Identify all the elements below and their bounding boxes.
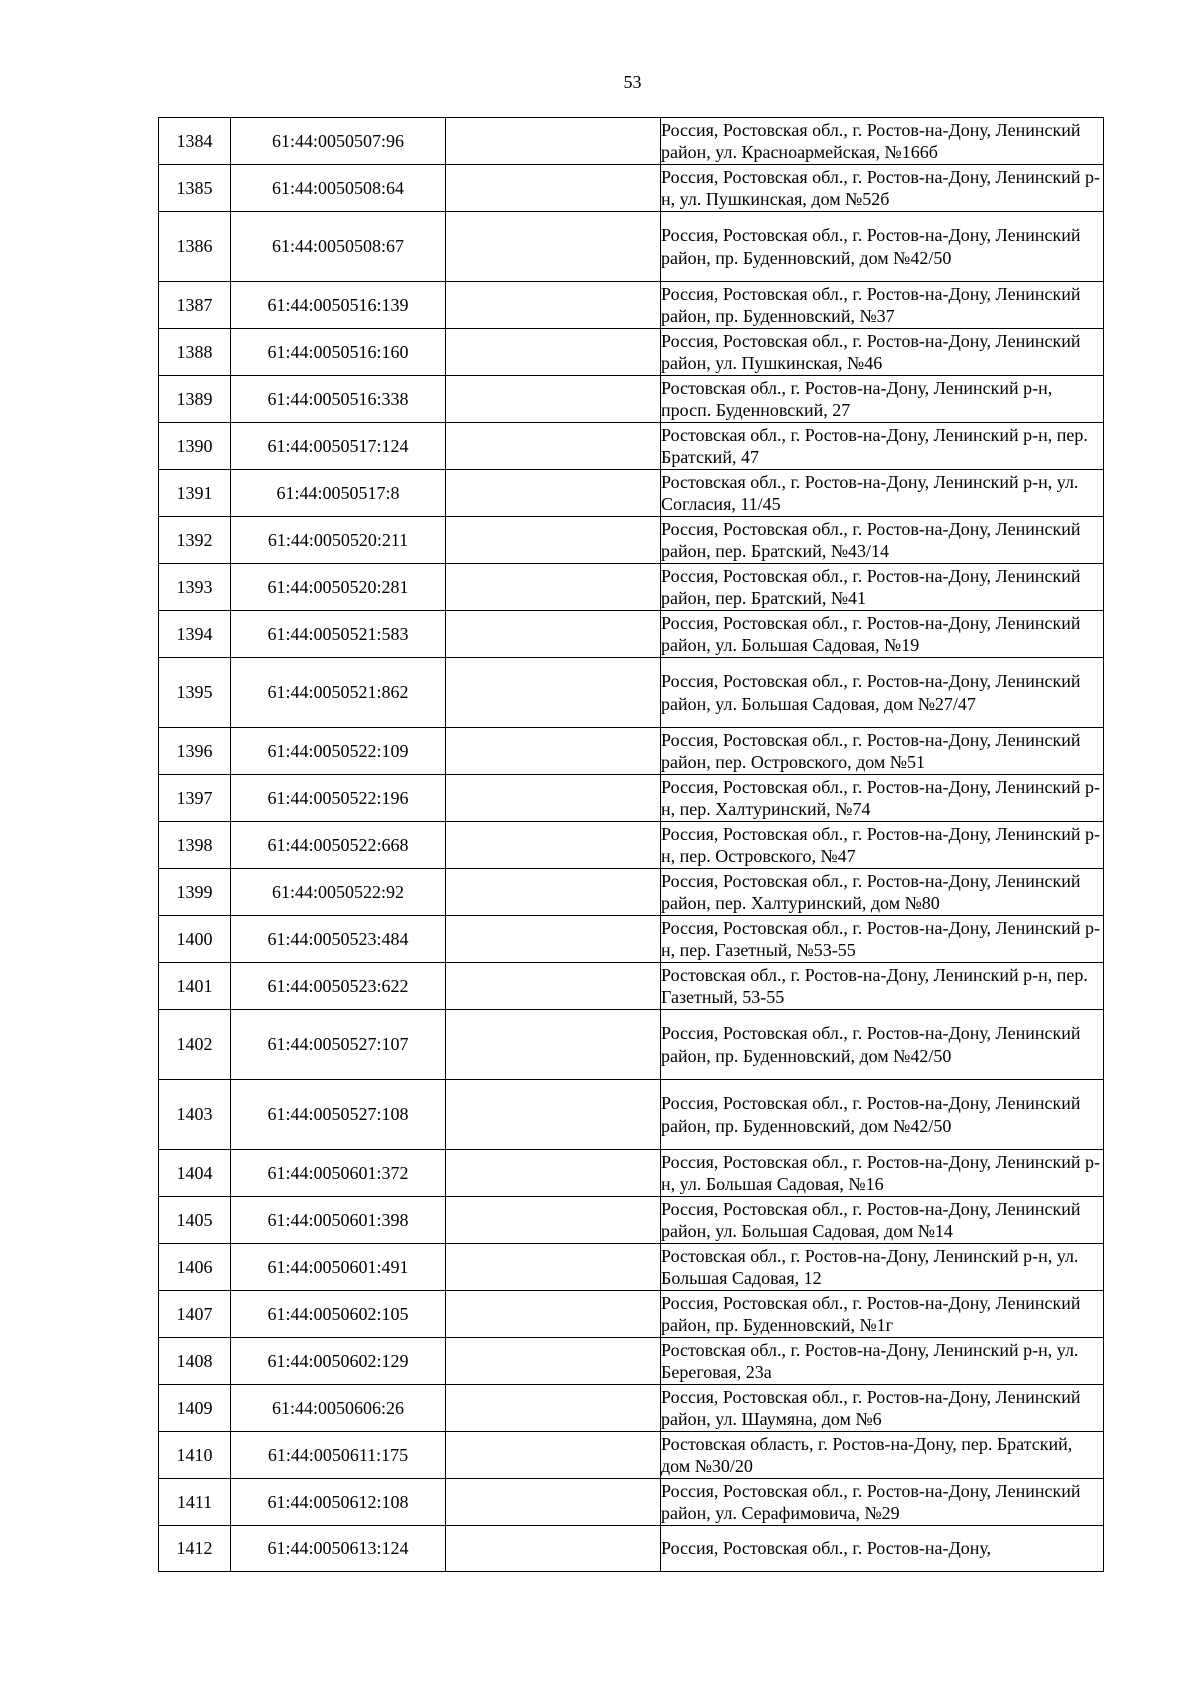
table-row: [159, 963, 1104, 1010]
address: Россия, Ростовская обл., г. Ростов-на-Дону, Ленинский район, ул. Шаумяна, дом №6: [661, 1385, 1104, 1432]
cadastral-number: 61:44:0050613:124: [231, 1526, 446, 1572]
empty-cell: [446, 1197, 661, 1244]
cadastral-number: 61:44:0050606:26: [231, 1385, 446, 1432]
cadastral-number: 61:44:0050527:107: [231, 1010, 446, 1080]
empty-cell: [446, 212, 661, 282]
row-number: 1404: [159, 1150, 231, 1197]
table-row: [159, 118, 1104, 165]
cadastral-number: 61:44:0050522:109: [231, 728, 446, 775]
address: Россия, Ростовская обл., г. Ростов-на-Дону, Ленинский район, пр. Буденновский, №1г: [661, 1291, 1104, 1338]
empty-cell: [446, 282, 661, 329]
address: Ростовская обл., г. Ростов-на-Дону, Ленинский р-н, ул. Большая Садовая, 12: [661, 1244, 1104, 1291]
row-number: 1395: [159, 658, 231, 728]
table-row: [159, 470, 1104, 517]
address: Россия, Ростовская обл., г. Ростов-на-Дону, Ленинский район, пер. Братский, №43/14: [661, 517, 1104, 564]
cadastral-number: 61:44:0050521:583: [231, 611, 446, 658]
address: Ростовская обл., г. Ростов-на-Дону, Ленинский р-н, пер. Братский, 47: [661, 423, 1104, 470]
empty-cell: [446, 329, 661, 376]
cadastral-number: 61:44:0050602:129: [231, 1338, 446, 1385]
row-number: 1391: [159, 470, 231, 517]
address: Россия, Ростовская обл., г. Ростов-на-Дону, Ленинский район, пр. Буденновский, дом №42/50: [661, 1010, 1104, 1080]
address: Россия, Ростовская обл., г. Ростов-на-Дону, Ленинский район, пр. Буденновский, дом №42/50: [661, 212, 1104, 282]
table-row: [159, 1432, 1104, 1479]
empty-cell: [446, 1479, 661, 1526]
cadastral-number: 61:44:0050601:398: [231, 1197, 446, 1244]
row-number: 1412: [159, 1526, 231, 1572]
cadastral-number: 61:44:0050517:124: [231, 423, 446, 470]
row-number: 1385: [159, 165, 231, 212]
table-row: [159, 423, 1104, 470]
address: Россия, Ростовская обл., г. Ростов-на-Дону, Ленинский район, пр. Буденновский, дом №42/50: [661, 1080, 1104, 1150]
table-row: [159, 564, 1104, 611]
address: Россия, Ростовская обл., г. Ростов-на-Дону, Ленинский район, ул. Большая Садовая, дом №27/47: [661, 658, 1104, 728]
page-number: 53: [623, 72, 642, 92]
empty-cell: [446, 1385, 661, 1432]
table-row: [159, 775, 1104, 822]
table-row: [159, 1244, 1104, 1291]
empty-cell: [446, 1291, 661, 1338]
table-row: [159, 1479, 1104, 1526]
row-number: 1399: [159, 869, 231, 916]
cadastral-number: 61:44:0050507:96: [231, 118, 446, 165]
table-row: [159, 165, 1104, 212]
table-row: [159, 1338, 1104, 1385]
row-number: 1405: [159, 1197, 231, 1244]
row-number: 1401: [159, 963, 231, 1010]
table-row: [159, 1291, 1104, 1338]
table-row: [159, 329, 1104, 376]
row-number: 1387: [159, 282, 231, 329]
empty-cell: [446, 517, 661, 564]
row-number: 1400: [159, 916, 231, 963]
row-number: 1397: [159, 775, 231, 822]
empty-cell: [446, 611, 661, 658]
row-number: 1411: [159, 1479, 231, 1526]
table-row: [159, 282, 1104, 329]
address: Ростовская обл., г. Ростов-на-Дону, Ленинский р-н, ул. Береговая, 23а: [661, 1338, 1104, 1385]
table-row: [159, 611, 1104, 658]
address: Ростовская обл., г. Ростов-на-Дону, Ленинский р-н, ул. Согласия, 11/45: [661, 470, 1104, 517]
row-number: 1390: [159, 423, 231, 470]
empty-cell: [446, 118, 661, 165]
cadastral-number: 61:44:0050521:862: [231, 658, 446, 728]
row-number: 1403: [159, 1080, 231, 1150]
row-number: 1394: [159, 611, 231, 658]
row-number: 1408: [159, 1338, 231, 1385]
empty-cell: [446, 1338, 661, 1385]
cadastral-number: 61:44:0050601:491: [231, 1244, 446, 1291]
cadastral-number: 61:44:0050612:108: [231, 1479, 446, 1526]
cadastral-number: 61:44:0050520:281: [231, 564, 446, 611]
address: Ростовская область, г. Ростов-на-Дону, пер. Братский, дом №30/20: [661, 1432, 1104, 1479]
address: Россия, Ростовская обл., г. Ростов-на-Дону, Ленинский район, ул. Красноармейская, №166б: [661, 118, 1104, 165]
address: Россия, Ростовская обл., г. Ростов-на-Дону,: [661, 1526, 1104, 1572]
empty-cell: [446, 564, 661, 611]
cadastral-number: 61:44:0050508:64: [231, 165, 446, 212]
cadastral-number: 61:44:0050527:108: [231, 1080, 446, 1150]
row-number: 1407: [159, 1291, 231, 1338]
address: Россия, Ростовская обл., г. Ростов-на-Дону, Ленинский район, ул. Серафимовича, №29: [661, 1479, 1104, 1526]
empty-cell: [446, 165, 661, 212]
address: Россия, Ростовская обл., г. Ростов-на-Дону, Ленинский р-н, пер. Халтуринский, №74: [661, 775, 1104, 822]
cadastral-number: 61:44:0050517:8: [231, 470, 446, 517]
row-number: 1406: [159, 1244, 231, 1291]
cadastral-number: 61:44:0050508:67: [231, 212, 446, 282]
table-row: [159, 822, 1104, 869]
table-row: [159, 869, 1104, 916]
empty-cell: [446, 376, 661, 423]
empty-cell: [446, 1080, 661, 1150]
empty-cell: [446, 1150, 661, 1197]
empty-cell: [446, 822, 661, 869]
table-row: [159, 658, 1104, 728]
empty-cell: [446, 728, 661, 775]
cadastral-number: 61:44:0050523:622: [231, 963, 446, 1010]
row-number: 1410: [159, 1432, 231, 1479]
cadastral-number: 61:44:0050516:338: [231, 376, 446, 423]
cadastral-number: 61:44:0050516:160: [231, 329, 446, 376]
cadastral-number: 61:44:0050522:92: [231, 869, 446, 916]
table-body: [159, 118, 1104, 1572]
cadastral-number: 61:44:0050522:668: [231, 822, 446, 869]
address: Россия, Ростовская обл., г. Ростов-на-Дону, Ленинский район, ул. Большая Садовая, №19: [661, 611, 1104, 658]
address: Россия, Ростовская обл., г. Ростов-на-Дону, Ленинский район, ул. Пушкинская, №46: [661, 329, 1104, 376]
empty-cell: [446, 470, 661, 517]
address: Россия, Ростовская обл., г. Ростов-на-Дону, Ленинский район, пер. Братский, №41: [661, 564, 1104, 611]
address: Россия, Ростовская обл., г. Ростов-на-Дону, Ленинский р-н, ул. Пушкинская, дом №52б: [661, 165, 1104, 212]
row-number: 1386: [159, 212, 231, 282]
address: Россия, Ростовская обл., г. Ростов-на-Дону, Ленинский р-н, пер. Газетный, №53-55: [661, 916, 1104, 963]
empty-cell: [446, 916, 661, 963]
cadastral-number: 61:44:0050520:211: [231, 517, 446, 564]
table-row: [159, 1526, 1104, 1572]
row-number: 1398: [159, 822, 231, 869]
cadastral-number: 61:44:0050602:105: [231, 1291, 446, 1338]
row-number: 1402: [159, 1010, 231, 1080]
land-plot-table: [158, 117, 1104, 1572]
empty-cell: [446, 1244, 661, 1291]
row-number: 1409: [159, 1385, 231, 1432]
empty-cell: [446, 658, 661, 728]
table-row: [159, 1080, 1104, 1150]
table-row: [159, 1385, 1104, 1432]
cadastral-number: 61:44:0050522:196: [231, 775, 446, 822]
empty-cell: [446, 1432, 661, 1479]
empty-cell: [446, 1526, 661, 1572]
table-row: [159, 1150, 1104, 1197]
cadastral-number: 61:44:0050523:484: [231, 916, 446, 963]
empty-cell: [446, 423, 661, 470]
empty-cell: [446, 869, 661, 916]
address: Россия, Ростовская обл., г. Ростов-на-Дону, Ленинский район, пер. Халтуринский, дом №80: [661, 869, 1104, 916]
empty-cell: [446, 963, 661, 1010]
empty-cell: [446, 1010, 661, 1080]
table-row: [159, 1010, 1104, 1080]
row-number: 1384: [159, 118, 231, 165]
row-number: 1389: [159, 376, 231, 423]
address: Россия, Ростовская обл., г. Ростов-на-Дону, Ленинский район, пр. Буденновский, №37: [661, 282, 1104, 329]
address: Россия, Ростовская обл., г. Ростов-на-Дону, Ленинский р-н, пер. Островского, №47: [661, 822, 1104, 869]
row-number: 1396: [159, 728, 231, 775]
empty-cell: [446, 775, 661, 822]
address: Ростовская обл., г. Ростов-на-Дону, Ленинский р-н, пер. Газетный, 53-55: [661, 963, 1104, 1010]
table-row: [159, 916, 1104, 963]
address: Ростовская обл., г. Ростов-на-Дону, Ленинский р-н, просп. Буденновский, 27: [661, 376, 1104, 423]
table-row: [159, 212, 1104, 282]
table-row: [159, 1197, 1104, 1244]
cadastral-number: 61:44:0050611:175: [231, 1432, 446, 1479]
table-row: [159, 517, 1104, 564]
address: Россия, Ростовская обл., г. Ростов-на-Дону, Ленинский р-н, ул. Большая Садовая, №16: [661, 1150, 1104, 1197]
table-row: [159, 376, 1104, 423]
cadastral-number: 61:44:0050516:139: [231, 282, 446, 329]
row-number: 1393: [159, 564, 231, 611]
row-number: 1392: [159, 517, 231, 564]
cadastral-number: 61:44:0050601:372: [231, 1150, 446, 1197]
table-row: [159, 728, 1104, 775]
address: Россия, Ростовская обл., г. Ростов-на-Дону, Ленинский район, ул. Большая Садовая, дом №14: [661, 1197, 1104, 1244]
row-number: 1388: [159, 329, 231, 376]
address: Россия, Ростовская обл., г. Ростов-на-Дону, Ленинский район, пер. Островского, дом №51: [661, 728, 1104, 775]
